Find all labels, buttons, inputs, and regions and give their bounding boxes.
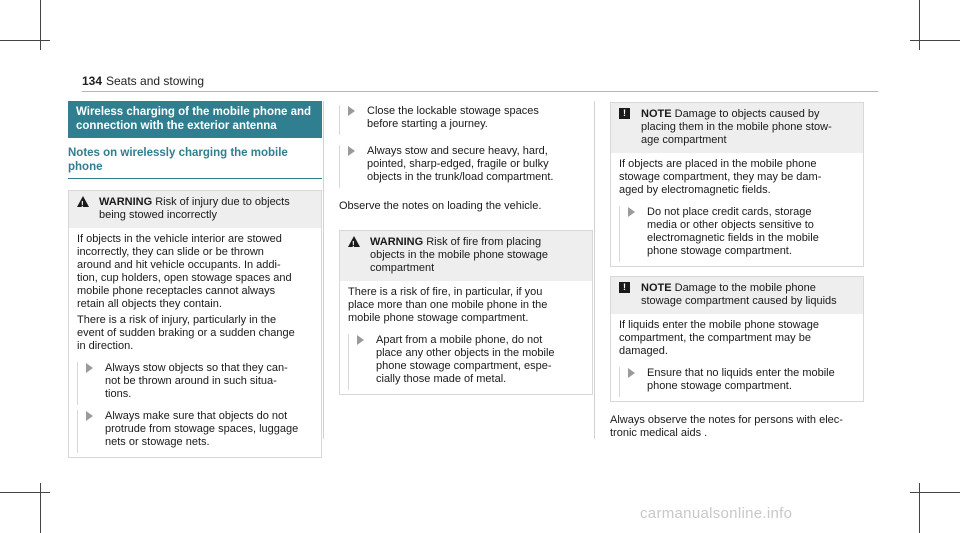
bullet-bar [619, 206, 620, 262]
crop-mark [919, 0, 920, 50]
arrow-right-icon [628, 207, 635, 217]
note-square-icon: ! [619, 282, 632, 295]
arrow-right-icon [628, 368, 635, 378]
warning-body [340, 281, 592, 394]
arrow-right-icon [86, 363, 93, 373]
crop-mark [910, 492, 960, 493]
bullet-bar [348, 334, 349, 390]
note-square-icon: ! [619, 108, 632, 121]
warning-lead [99, 196, 290, 208]
arrow-right-icon [348, 146, 355, 156]
warning-head-line: being stowed incorrectly [99, 209, 218, 221]
note-body [611, 153, 863, 266]
watermark-text: carmanualsonline.info [640, 505, 793, 522]
warning-label: WARNING [99, 196, 153, 208]
column-divider [594, 101, 595, 439]
warning-head-line: objects in the mobile phone stowage [370, 249, 548, 261]
subtitle-rule [68, 178, 322, 179]
column-3 [610, 101, 864, 440]
warning-label: WARNING [370, 236, 424, 248]
crop-mark [919, 483, 920, 533]
note-label: NOTE [641, 108, 672, 120]
note-head-line: Damage to objects caused by [674, 108, 820, 120]
observe-text: Observe the notes on loading the vehicle. [339, 200, 542, 212]
warning-head-line: compartment [370, 262, 435, 274]
note-head [611, 277, 863, 314]
warning-triangle-icon [348, 236, 361, 249]
note-lead [641, 282, 816, 294]
warning-paragraph: There is a risk of injury, particularly in the event of sudden braking or a sudden change in direction. [77, 314, 295, 352]
page-header [82, 74, 878, 90]
section-subtitle [68, 138, 322, 174]
bullet-bar [77, 362, 78, 405]
arrow-right-icon [357, 335, 364, 345]
warning-box-fire [339, 230, 593, 395]
warning-body [69, 228, 321, 457]
note-paragraph: If objects are placed in the mobile phone stowage compartment, they may be dam- aged by electromagnetic fields. [619, 158, 822, 196]
subtitle-line: Notes on wirelessly charging the mobile [68, 147, 288, 159]
note-head-line: Damage to the mobile phone [674, 282, 816, 294]
column-divider [323, 101, 324, 439]
note-box-electromagnetic [610, 102, 864, 267]
bullet-bar [339, 145, 340, 188]
bullet-item: Ensure that no liquids enter the mobile phone stowage compartment. [619, 367, 855, 393]
header-rule [82, 91, 878, 92]
warning-head-line: Risk of injury due to objects [155, 196, 290, 208]
note-lead [641, 108, 820, 120]
warning-head [69, 191, 321, 228]
note-head-line: stowage compartment caused by liquids [641, 295, 837, 307]
warning-lead [370, 236, 541, 248]
arrow-right-icon [86, 411, 93, 421]
page-number: 134 [82, 74, 103, 88]
warning-head [340, 231, 592, 281]
crop-mark [0, 40, 50, 41]
crop-mark [0, 492, 50, 493]
bullet-bar [77, 410, 78, 453]
footer-note: Always observe the notes for persons with elec- tronic medical aids . [610, 414, 843, 439]
note-label: NOTE [641, 282, 672, 294]
crop-mark [40, 483, 41, 533]
bullet-item: Do not place credit cards, storage media or other objects sensitive to electromagnetic fields in the mobile phone stowage compartment. [619, 206, 855, 258]
bullet-item: Always make sure that objects do not protrude from stowage spaces, luggage nets or stowage nets. [77, 410, 313, 449]
note-paragraph: If liquids enter the mobile phone stowage compartment, the compartment may be damaged. [619, 319, 819, 357]
page-section-title: Seats and stowing [106, 74, 205, 88]
note-body [611, 314, 863, 401]
column-1 [68, 101, 322, 458]
note-head-line: age compartment [641, 134, 727, 146]
warning-paragraph: If objects in the vehicle interior are stowed incorrectly, they can slide or be thrown around and hit vehicle occupants. In addi- tion, cup holders, open stowage spaces and mobile phone receptacles cannot always retain all objects they contain. [77, 233, 292, 310]
warning-triangle-icon [77, 196, 90, 209]
note-head-line: placing them in the mobile phone stow- [641, 121, 832, 133]
section-title-line: Wireless charging of the mobile phone and [76, 106, 312, 118]
section-title-banner [68, 101, 322, 138]
bullet-bar [619, 367, 620, 397]
arrow-right-icon [348, 106, 355, 116]
bullet-item: Apart from a mobile phone, do not place any other objects in the mobile phone stowage compartment, espe- cially those made of metal. [348, 334, 584, 386]
subtitle-line: phone [68, 161, 103, 173]
column-2 [339, 101, 593, 395]
warning-paragraph: There is a risk of fire, in particular, if you place more than one mobile phone in the mobile phone stowage compartment. [348, 286, 548, 324]
bullet-item: Close the lockable stowage spaces before starting a journey. [339, 105, 593, 131]
crop-mark [40, 0, 41, 50]
warning-head-line: Risk of fire from placing [426, 236, 542, 248]
bullet-item: Always stow objects so that they can- not be thrown around in such situa- tions. [77, 362, 313, 401]
warning-box-injury [68, 190, 322, 458]
crop-mark [910, 40, 960, 41]
section-title-line: connection with the exterior antenna [76, 120, 277, 132]
note-head [611, 103, 863, 153]
bullet-item: Always stow and secure heavy, hard, pointed, sharp-edged, fragile or bulky objects in the trunk/load compartment. [339, 145, 593, 184]
note-box-liquids [610, 276, 864, 402]
bullet-bar [339, 105, 340, 135]
